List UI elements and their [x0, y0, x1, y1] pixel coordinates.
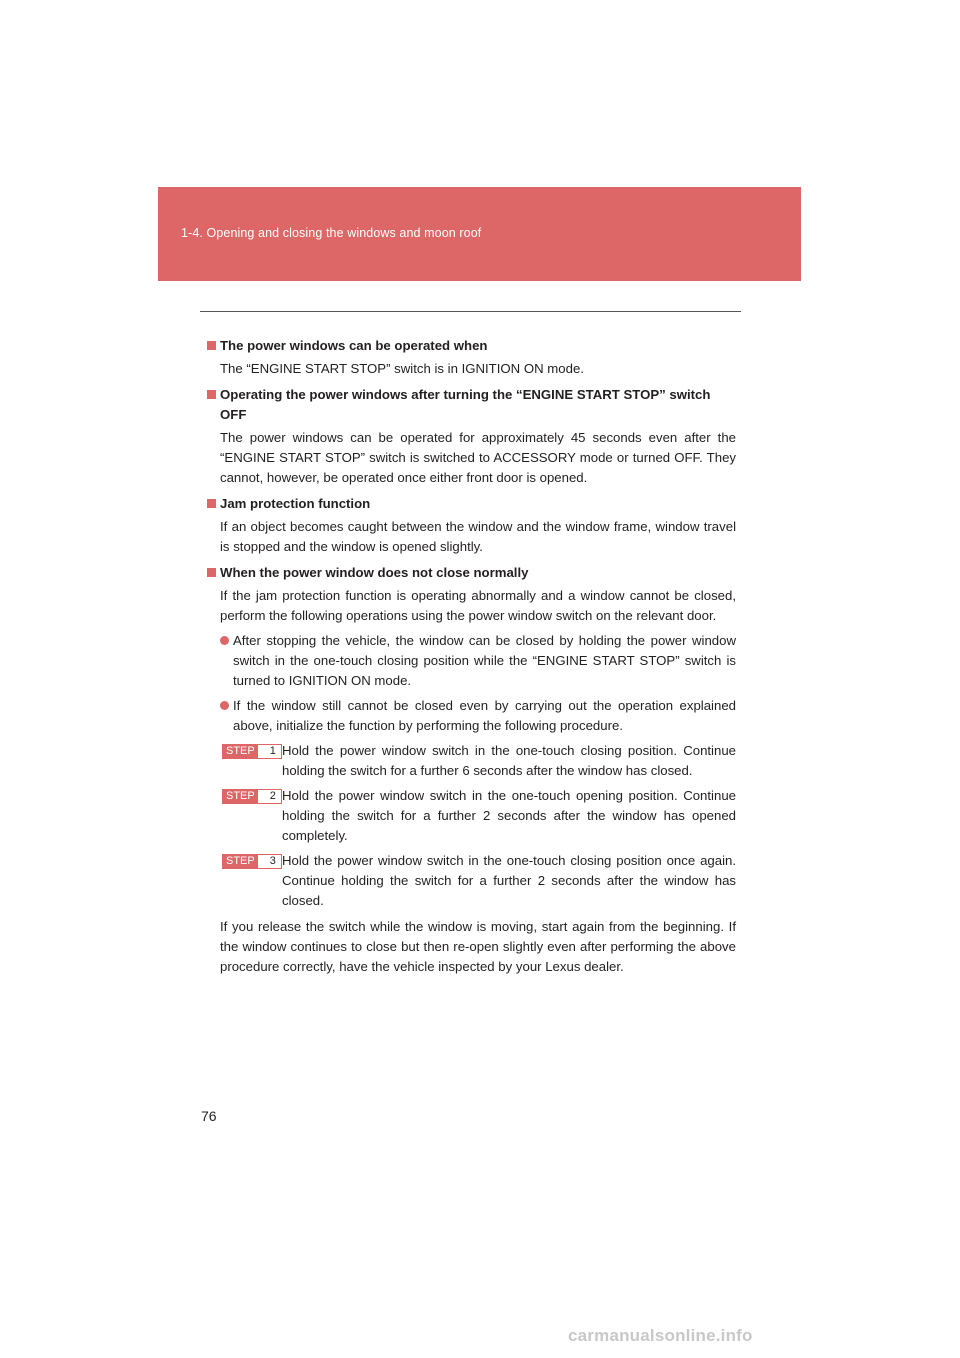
- square-bullet-icon: [207, 341, 216, 350]
- procedure-step: [220, 741, 736, 781]
- step-badge: [222, 744, 282, 759]
- section-heading: Operating the power windows after turning the “ENGINE START STOP” switch OFF: [220, 385, 736, 425]
- square-bullet-icon: [207, 499, 216, 508]
- procedure-step: [220, 786, 736, 846]
- section-heading: Jam protection function: [220, 494, 736, 514]
- section-heading: When the power window does not close normally: [220, 563, 736, 583]
- section-heading: The power windows can be operated when: [220, 336, 736, 356]
- page-number: 76: [201, 1108, 217, 1124]
- circle-bullet-icon: [220, 701, 229, 710]
- step-label: STEP: [223, 790, 258, 803]
- section-body: The power windows can be operated for approximately 45 seconds even after the “ENGINE START STOP” switch is switched to ACCESSORY mode or turned OFF. They cannot, however, be operated once either front door is opened.: [220, 430, 736, 485]
- step-number: 3: [258, 855, 281, 868]
- closing-note: If you release the switch while the window is moving, start again from the beginning. If the window continues to close but then re-open slightly even after performing the above procedure correctly, have the vehicle inspected by your Lexus dealer.: [220, 919, 736, 974]
- step-label: STEP: [223, 855, 258, 868]
- step-label: STEP: [223, 745, 258, 758]
- step-text: Hold the power window switch in the one-touch closing position once again. Continue holding the switch for a further 2 seconds after the window has closed.: [282, 853, 736, 908]
- list-item: After stopping the vehicle, the window can be closed by holding the power window switch in the one-touch closing position while the “ENGINE START STOP” switch is turned to IGNITION ON mode.: [220, 631, 736, 691]
- circle-bullet-icon: [220, 636, 229, 645]
- square-bullet-icon: [207, 568, 216, 577]
- watermark: carmanualsonline.info: [568, 1326, 753, 1345]
- step-badge: [222, 789, 282, 804]
- step-text: Hold the power window switch in the one-touch opening position. Continue holding the switch for a further 2 seconds after the window has opened completely.: [282, 788, 736, 843]
- procedure-step: [220, 851, 736, 911]
- list-item: If the window still cannot be closed even by carrying out the operation explained above, initialize the function by performing the following procedure.: [220, 696, 736, 736]
- step-text: Hold the power window switch in the one-touch closing position. Continue holding the switch for a further 6 seconds after the window has closed.: [282, 743, 736, 778]
- section-header-band: [158, 187, 801, 281]
- section-body: If the jam protection function is operating abnormally and a window cannot be closed, perform the following operations using the power window switch on the relevant door.: [220, 588, 736, 623]
- square-bullet-icon: [207, 390, 216, 399]
- step-number: 2: [258, 790, 281, 803]
- section-body: The “ENGINE START STOP” switch is in IGNITION ON mode.: [220, 361, 584, 376]
- main-content: [220, 330, 736, 979]
- step-number: 1: [258, 745, 281, 758]
- header-divider: [200, 311, 741, 312]
- step-badge: [222, 854, 282, 869]
- section-title: 1-4. Opening and closing the windows and moon roof: [181, 226, 482, 240]
- section-body: If an object becomes caught between the window and the window frame, window travel is stopped and the window is opened slightly.: [220, 519, 736, 554]
